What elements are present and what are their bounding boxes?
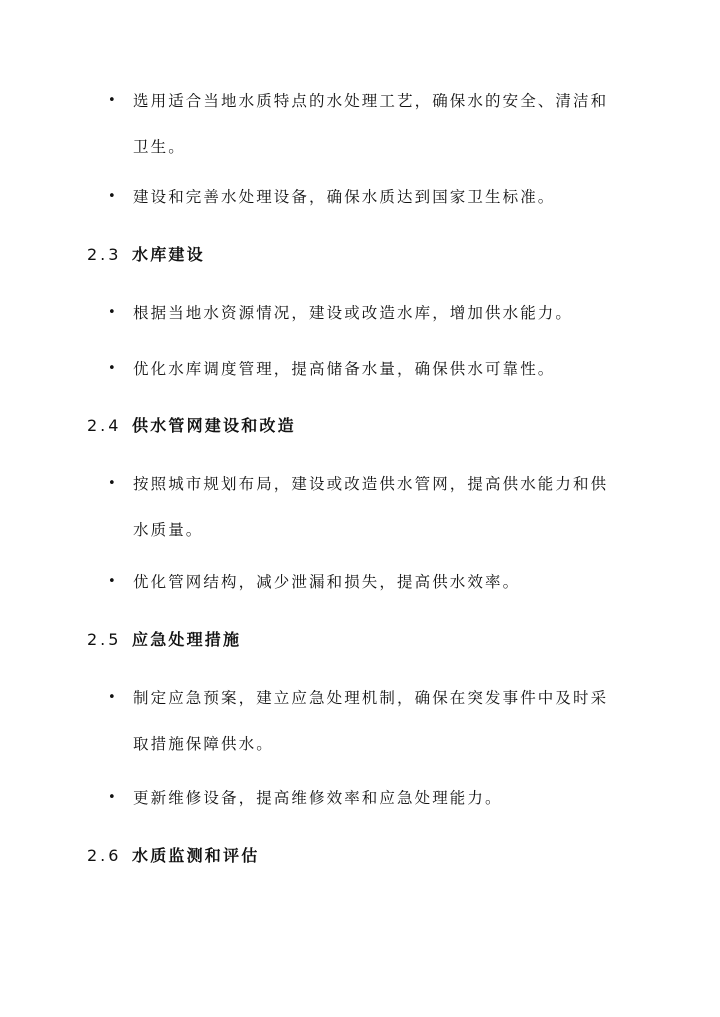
list-item	[108, 174, 628, 220]
section-title: 水库建设	[132, 245, 205, 264]
section-number: 2.3	[87, 245, 122, 264]
list-item-text: 优化管网结构，减少泄漏和损失，提高供水效率。	[133, 573, 521, 591]
list-item-text: 建设和完善水处理设备，确保水质达到国家卫生标准。	[133, 188, 556, 206]
bullet-icon: •	[108, 476, 116, 491]
section-title: 应急处理措施	[132, 630, 242, 649]
bullet-icon: •	[108, 790, 116, 805]
section-heading	[87, 240, 205, 270]
list-item-text: 优化水库调度管理，提高储备水量，确保供水可靠性。	[133, 360, 556, 378]
list-item	[108, 559, 628, 605]
list-item-text: 选用适合当地水质特点的水处理工艺，确保水的安全、清洁和卫生。	[133, 92, 609, 156]
section-title: 供水管网建设和改造	[132, 416, 296, 435]
list-item-text: 按照城市规划布局，建设或改造供水管网，提高供水能力和供水质量。	[133, 475, 609, 539]
section-number: 2.5	[87, 630, 122, 649]
section-heading	[87, 411, 296, 441]
bullet-icon: •	[108, 189, 116, 204]
list-item	[108, 78, 628, 170]
bullet-icon: •	[108, 690, 116, 705]
list-item	[108, 675, 628, 767]
section-heading	[87, 841, 259, 871]
section-title: 水质监测和评估	[132, 846, 260, 865]
bullet-icon: •	[108, 305, 116, 320]
bullet-icon: •	[108, 361, 116, 376]
list-item-text: 制定应急预案，建立应急处理机制，确保在突发事件中及时采取措施保障供水。	[133, 689, 609, 753]
bullet-icon: •	[108, 93, 116, 108]
section-number: 2.6	[87, 846, 122, 865]
list-item-text: 更新维修设备，提高维修效率和应急处理能力。	[133, 789, 503, 807]
list-item	[108, 346, 628, 392]
section-heading	[87, 625, 241, 655]
list-item	[108, 290, 628, 336]
section-number: 2.4	[87, 416, 122, 435]
bullet-icon: •	[108, 574, 116, 589]
list-item	[108, 461, 628, 553]
list-item-text: 根据当地水资源情况，建设或改造水库，增加供水能力。	[133, 304, 574, 322]
list-item	[108, 775, 628, 821]
